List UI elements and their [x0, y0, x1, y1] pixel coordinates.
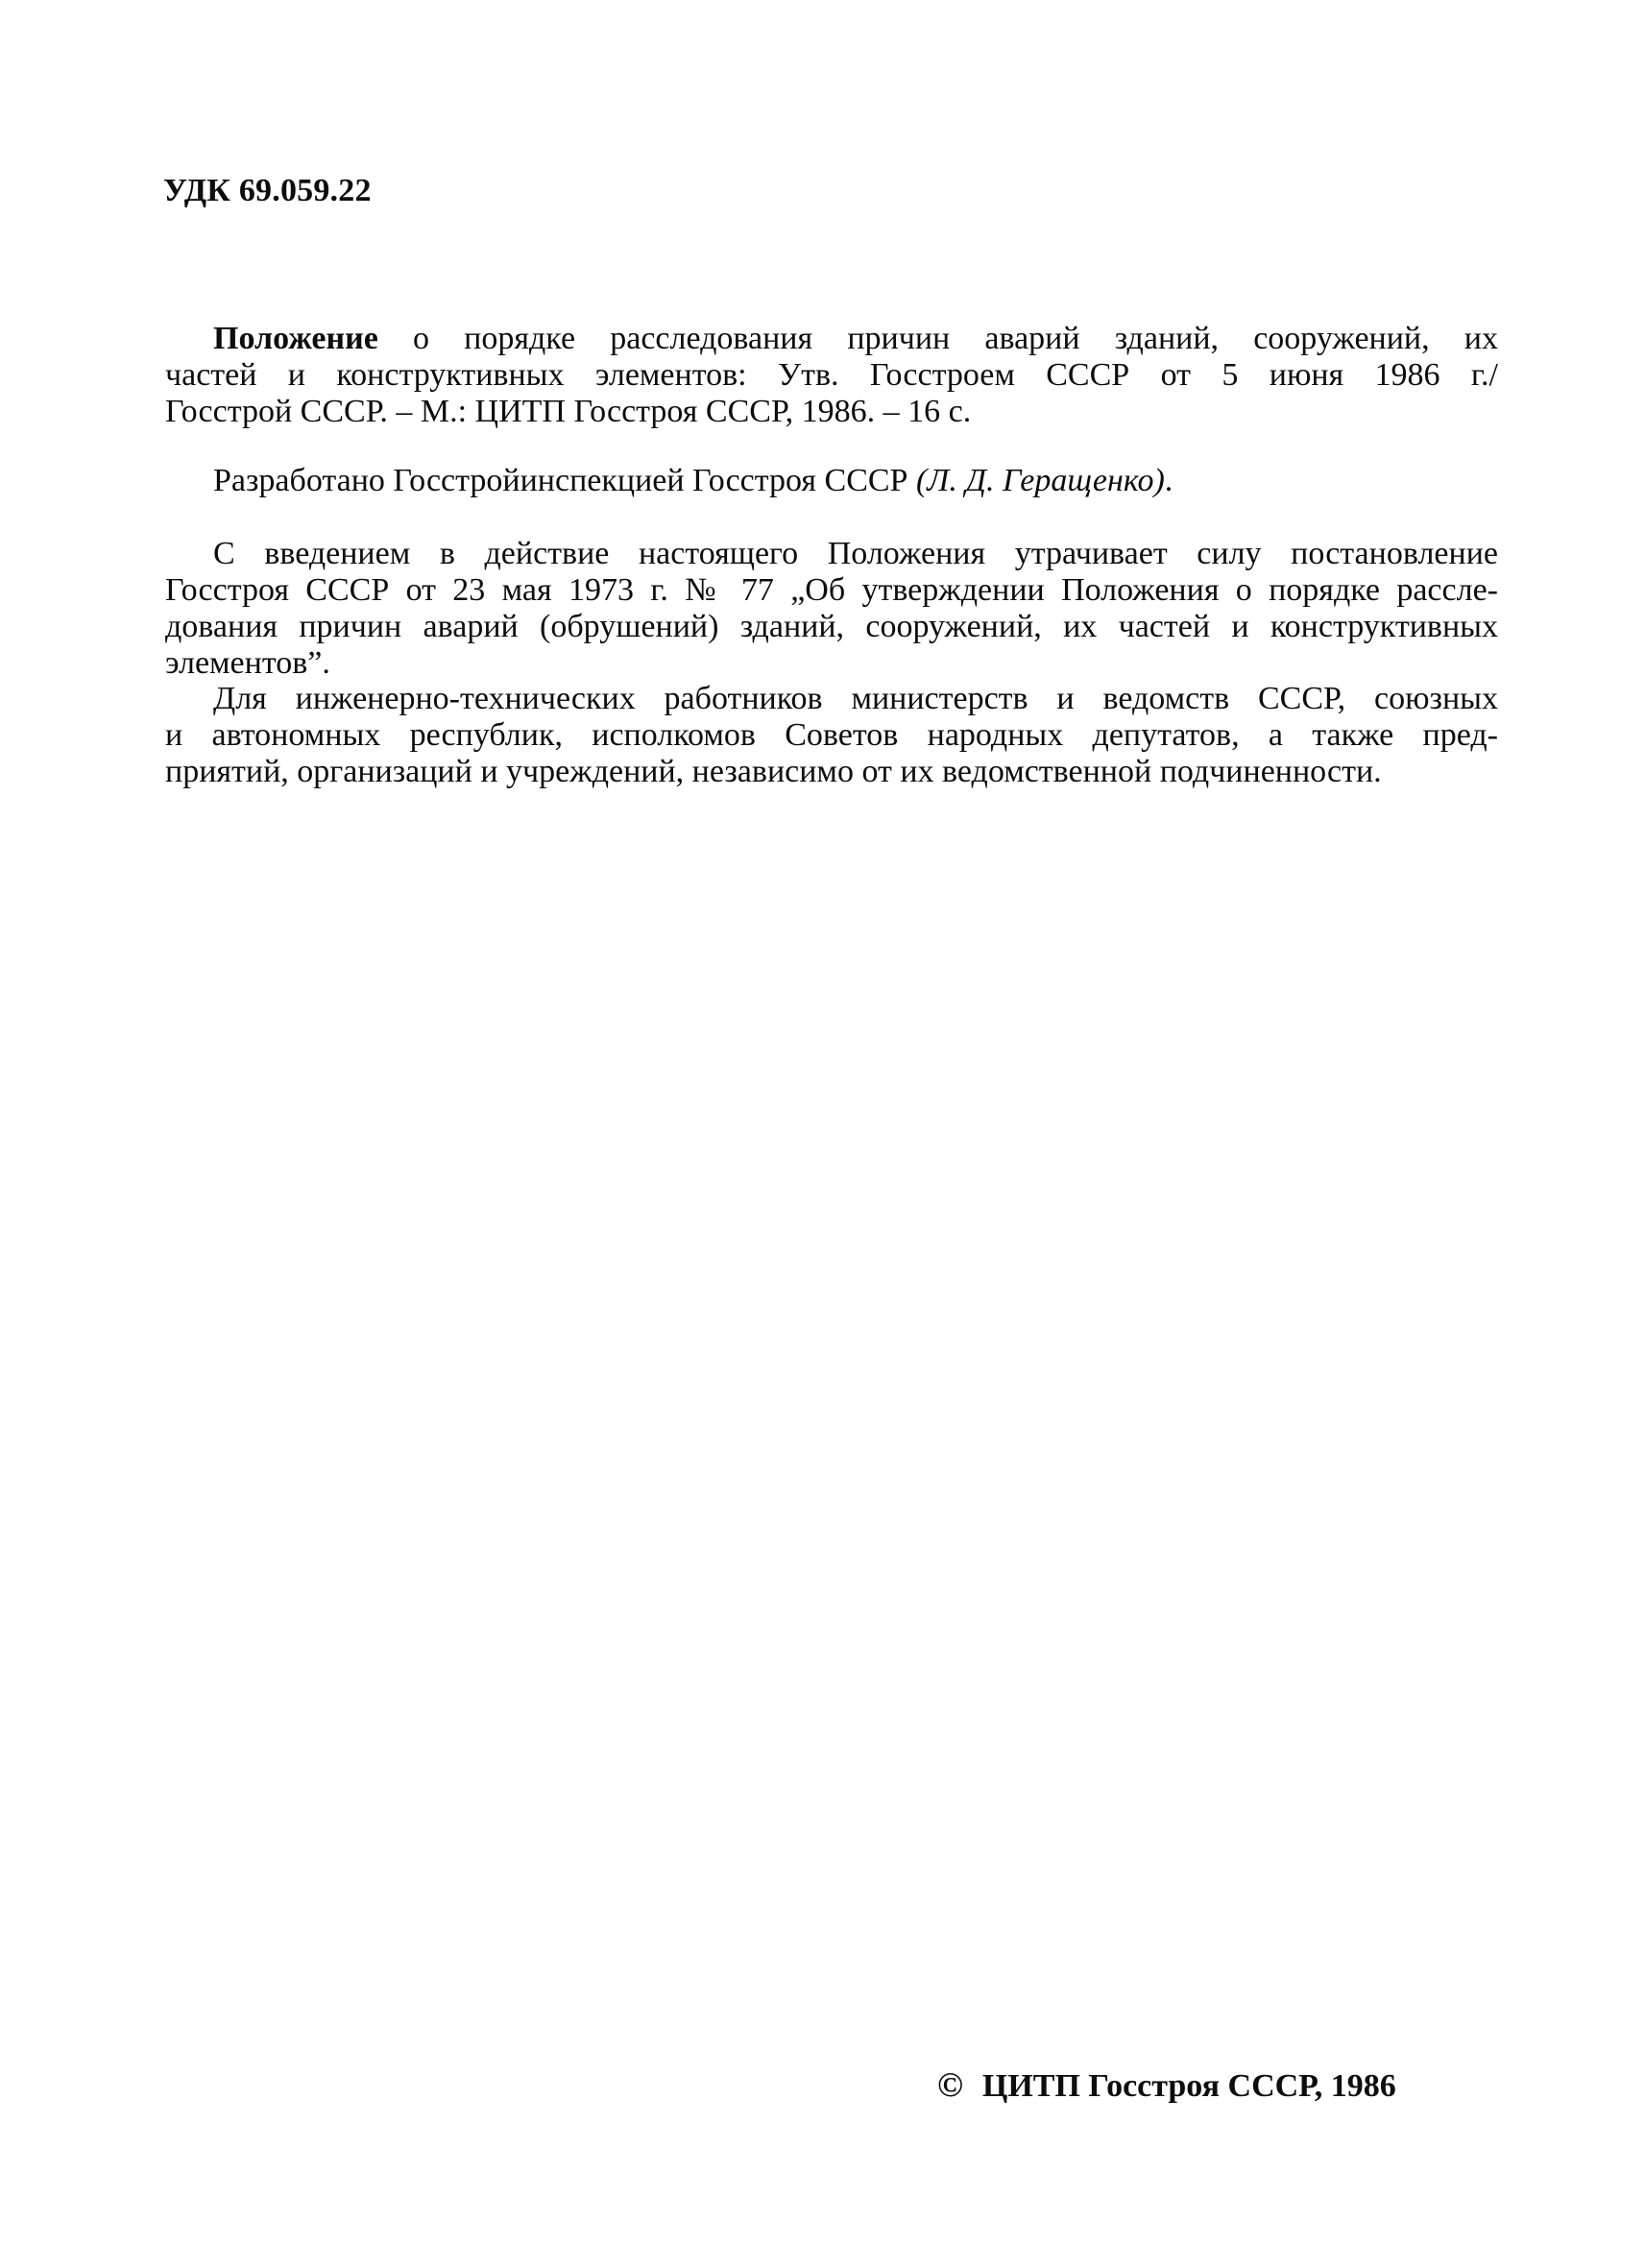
bibliographic-description — [165, 321, 1498, 430]
developed-by — [165, 463, 1498, 499]
developed-by-line — [165, 463, 1498, 499]
bib-line-2: частей и конструктивных элементов: Утв. Госстроем СССР от 5 июня 1986 г./ — [165, 357, 1498, 393]
bib-line-1 — [165, 321, 1498, 357]
copyright-notice — [937, 2064, 1396, 2105]
audience-line-3: приятий, организаций и учреждений, независимо от их ведомственной подчиненности. — [165, 754, 1382, 789]
audience-line-1: Для инженерно-технических работников министерств и ведомств СССР, союзных — [213, 681, 1498, 716]
bib-title-word: Положение — [213, 321, 378, 356]
intro-line-1: С введением в действие настоящего Положения утрачивает силу постановление — [213, 536, 1498, 571]
intro-line-2: Госстроя СССР от 23 мая 1973 г. № 77 „Об утверждении Положения о порядке рассле- — [165, 572, 1498, 608]
intro-line-4: элементов”. — [165, 645, 330, 681]
audience-paragraph — [165, 681, 1498, 790]
audience-line-2: и автономных республик, исполкомов Советов народных депутатов, а также пред- — [165, 717, 1498, 753]
intro-paragraph — [165, 536, 1498, 682]
udk-code: УДК 69.059.22 — [163, 173, 372, 208]
copyright-text: ЦИТП Госстроя СССР, 1986 — [981, 2068, 1396, 2104]
developed-by-end: . — [1164, 463, 1173, 498]
developed-by-author: (Л. Д. Геращенко) — [915, 463, 1165, 498]
intro-line-3: дования причин аварий (обрушений) зданий, сооружений, их частей и конструктивных — [165, 609, 1498, 644]
copyright-icon: © — [937, 2065, 963, 2104]
bib-line-1-rest: о порядке расследования причин аварий зданий, сооружений, их — [412, 321, 1499, 356]
developed-by-text: Разработано Госстройинспекцией Госстроя СССР — [213, 463, 908, 498]
bib-line-3: Госстрой СССР. – М.: ЦИТП Госстроя СССР, 1986. – 16 с. — [165, 394, 972, 429]
